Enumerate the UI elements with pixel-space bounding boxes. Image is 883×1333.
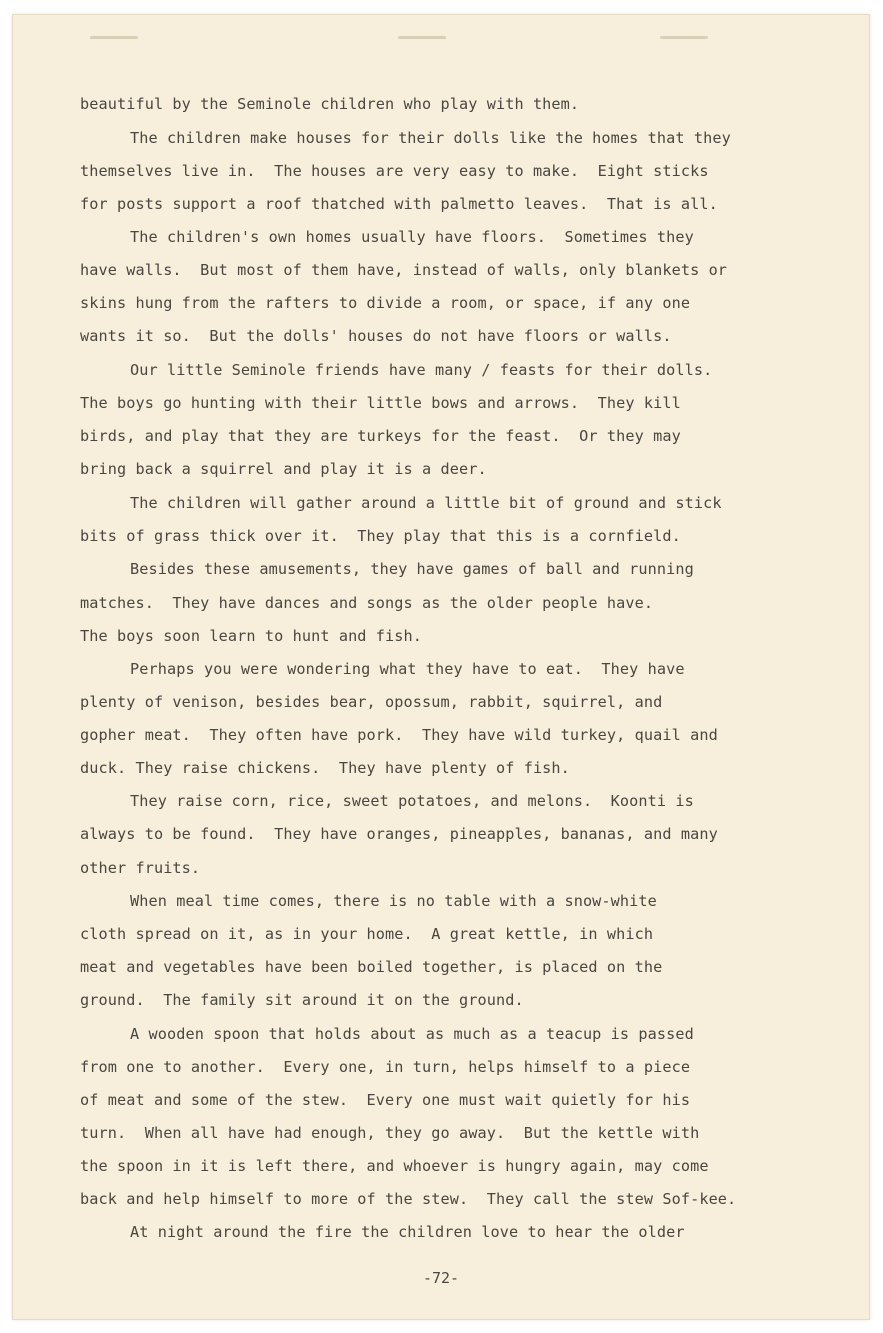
staple-mark <box>660 36 708 39</box>
text-line: duck. They raise chickens. They have plenty of fish. <box>80 759 570 777</box>
text-line: for posts support a roof thatched with palmetto leaves. That is all. <box>80 195 718 213</box>
text-line: Besides these amusements, they have games of ball and running <box>130 560 694 578</box>
text-line: turn. When all have had enough, they go away. But the kettle with <box>80 1124 700 1142</box>
text-line: skins hung from the rafters to divide a room, or space, if any one <box>80 294 691 312</box>
text-line: The children make houses for their dolls like the homes that they <box>130 129 731 147</box>
text-line: Perhaps you were wondering what they have to eat. They have <box>130 660 685 678</box>
text-line: of meat and some of the stew. Every one must wait quietly for his <box>80 1091 691 1109</box>
page-number: -72- <box>422 1269 460 1287</box>
text-line: birds, and play that they are turkeys for the feast. Or they may <box>80 427 681 445</box>
text-line: plenty of venison, besides bear, opossum, rabbit, squirrel, and <box>80 693 663 711</box>
text-line: The boys go hunting with their little bows and arrows. They kill <box>80 394 681 412</box>
text-line: The children will gather around a little bit of ground and stick <box>130 494 722 512</box>
text-line: A wooden spoon that holds about as much as a teacup is passed <box>130 1025 694 1043</box>
text-line: ground. The family sit around it on the ground. <box>80 991 524 1009</box>
typed-page <box>12 14 870 1320</box>
text-line: themselves live in. The houses are very easy to make. Eight sticks <box>80 162 709 180</box>
staple-mark <box>90 36 138 39</box>
text-line: back and help himself to more of the stew. They call the stew Sof-kee. <box>80 1190 737 1208</box>
text-line: cloth spread on it, as in your home. A great kettle, in which <box>80 925 654 943</box>
text-line: from one to another. Every one, in turn, helps himself to a piece <box>80 1058 691 1076</box>
text-line: the spoon in it is left there, and whoever is hungry again, may come <box>80 1157 709 1175</box>
text-line: Our little Seminole friends have many ∕ feasts for their dolls. <box>130 361 713 379</box>
text-line: bits of grass thick over it. They play that this is a cornfield. <box>80 527 681 545</box>
text-line: always to be found. They have oranges, pineapples, bananas, and many <box>80 825 718 843</box>
text-line: other fruits. <box>80 859 201 877</box>
text-line: gopher meat. They often have pork. They have wild turkey, quail and <box>80 726 718 744</box>
text-line: The children's own homes usually have floors. Sometimes they <box>130 228 694 246</box>
text-line: have walls. But most of them have, instead of walls, only blankets or <box>80 261 728 279</box>
text-line: At night around the fire the children love to hear the older <box>130 1223 685 1241</box>
text-line: meat and vegetables have been boiled together, is placed on the <box>80 958 663 976</box>
staple-mark <box>398 36 446 39</box>
text-line: The boys soon learn to hunt and fish. <box>80 627 423 645</box>
text-line: beautiful by the Seminole children who play with them. <box>80 95 580 113</box>
text-line: bring back a squirrel and play it is a deer. <box>80 460 487 478</box>
text-line: wants it so. But the dolls' houses do not have floors or walls. <box>80 327 672 345</box>
text-line: When meal time comes, there is no table with a snow-white <box>130 892 657 910</box>
text-line: matches. They have dances and songs as the older people have. <box>80 594 654 612</box>
text-line: They raise corn, rice, sweet potatoes, and melons. Koonti is <box>130 792 694 810</box>
